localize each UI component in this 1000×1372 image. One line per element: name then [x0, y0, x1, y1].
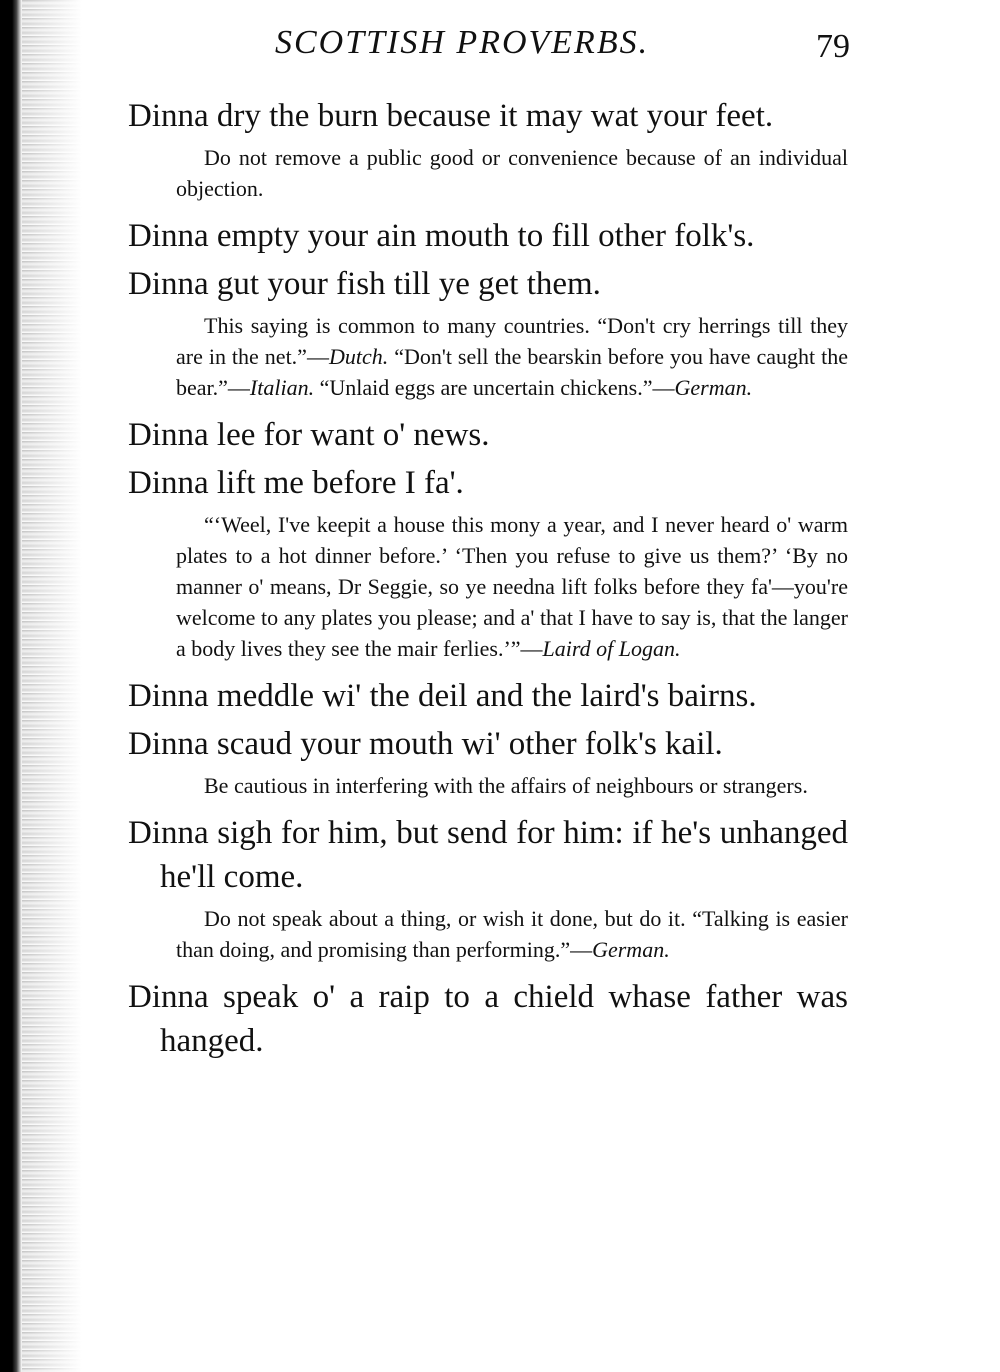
proverb-note: Be cautious in interfering with the affairs of neighbours or strangers. [204, 773, 808, 798]
note-source: Laird of Logan. [542, 636, 681, 661]
proverb: Dinna sigh for him, but send for him: if he's unhanged he'll come. [128, 815, 848, 895]
proverb: Dinna dry the burn because it may wat your feet. [128, 98, 774, 134]
proverb-note: Do not remove a public good or convenience because of an individual objection. [176, 145, 848, 201]
proverb: Dinna meddle wi' the deil and the laird's bairns. [128, 678, 757, 714]
note-source: German. [592, 937, 670, 962]
book-spine-shadow [0, 0, 22, 1372]
running-header [275, 24, 850, 74]
page-body [128, 94, 848, 1067]
note-text: “Unlaid eggs are uncertain chickens.”— [314, 375, 675, 400]
note-source: German. [674, 375, 753, 400]
proverb-note [176, 509, 848, 664]
book-spine-edge [22, 0, 82, 1372]
proverb: Dinna speak o' a raip to a chield whase father was hanged. [128, 979, 848, 1059]
note-text: “‘Weel, I've keepit a house this mony a year, and I never heard o' warm plates to a hot dinner before.’ ‘Then you refuse to give us them?’ ‘By no manner o' means, Dr Seggie, so ye needna lift folks before they fa'—you're welcome to any plates you please; and a' that I have to say is, that the langer a body lives they see the mair ferlies.’”— [176, 512, 848, 661]
proverb-note [176, 310, 848, 403]
page-number: 79 [816, 28, 850, 65]
proverb: Dinna lift me before I fa'. [128, 465, 464, 501]
proverb-note [176, 903, 848, 965]
proverb: Dinna lee for want o' news. [128, 417, 490, 453]
note-source: Italian. [249, 375, 315, 400]
note-text: “Don't sell the bearskin before you have caught the bear.”— [176, 344, 848, 400]
note-text: This saying is common to many countries. “Don't cry herrings till they are in the net.”— [176, 313, 848, 369]
running-title: SCOTTISH PROVERBS. [275, 24, 650, 61]
note-source: Dutch. [328, 344, 389, 369]
proverb: Dinna empty your ain mouth to fill other folk's. [128, 218, 755, 254]
proverb: Dinna scaud your mouth wi' other folk's kail. [128, 726, 723, 762]
proverb: Dinna gut your fish till ye get them. [128, 266, 601, 302]
note-text: Do not speak about a thing, or wish it done, but do it. “Talking is easier than doing, and promising than performing.”— [176, 906, 848, 962]
